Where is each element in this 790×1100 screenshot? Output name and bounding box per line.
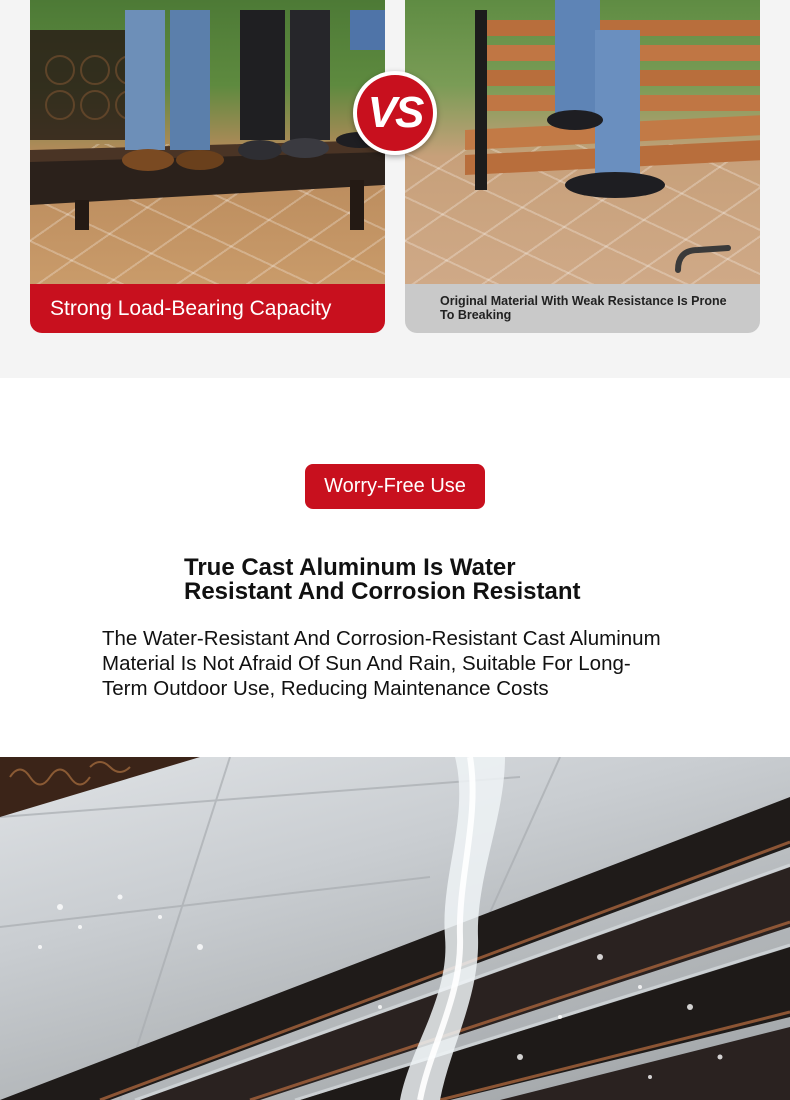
worry-free-pill: Worry-Free Use xyxy=(305,464,485,509)
headline-line-2: Resistant And Corrosion Resistant xyxy=(184,578,581,605)
wooden-bench-photo xyxy=(405,0,760,284)
cast-bench-illustration xyxy=(30,10,385,230)
vs-badge xyxy=(353,71,437,155)
vs-label: VS xyxy=(357,75,433,151)
water-on-bench-photo xyxy=(0,757,790,1100)
feature-headline xyxy=(184,556,624,604)
strong-load-caption: Strong Load-Bearing Capacity xyxy=(30,284,385,333)
water-splash-illustration xyxy=(0,757,790,1100)
wooden-bench-illustration xyxy=(465,0,760,200)
weak-bench-card xyxy=(405,0,760,333)
headline-line-1: True Cast Aluminum Is Water xyxy=(184,554,516,581)
comparison-section xyxy=(0,0,790,378)
broken-bolt-icon xyxy=(673,240,733,280)
weak-resistance-caption: Original Material With Weak Resistance Is Prone To Breaking xyxy=(405,284,760,333)
cast-aluminum-bench-photo xyxy=(30,0,385,284)
feature-description: The Water-Resistant And Corrosion-Resistant Cast Aluminum Material Is Not Afraid Of Sun And Rain, Suitable For Long-Term Outdoor Use, Reducing Maintenance Costs xyxy=(102,627,661,700)
strong-bench-card xyxy=(30,0,385,333)
